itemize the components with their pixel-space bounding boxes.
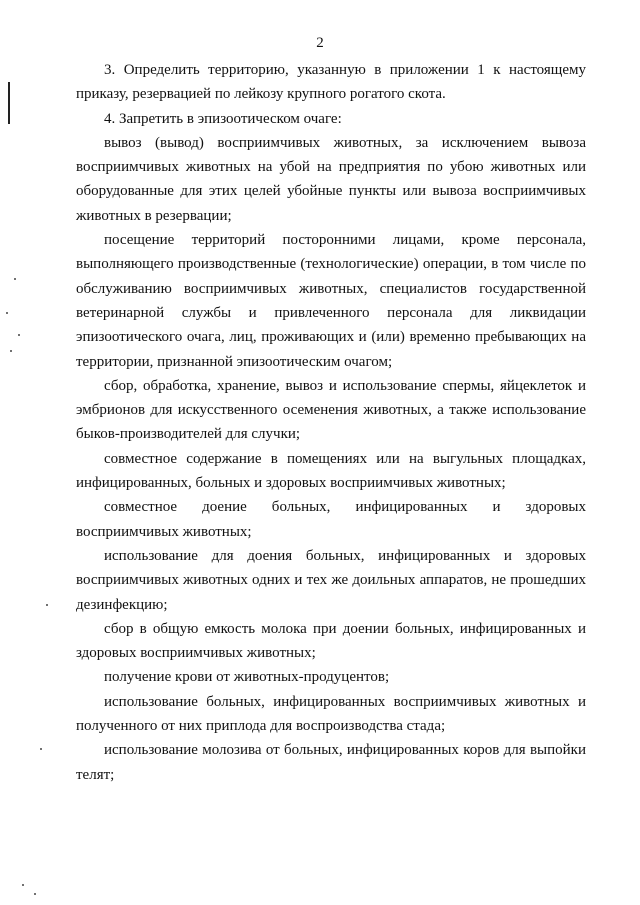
scan-artifact-line [8, 82, 10, 124]
scan-artifact-speck [40, 748, 42, 750]
paragraph-item-4: 4. Запретить в эпизоотическом очаге: [104, 110, 342, 127]
scan-artifact-speck [10, 350, 12, 352]
scan-artifact-speck [46, 604, 48, 606]
paragraph-item-3: 3. Определить территорию, указанную в приложении 1 к настоящему приказу, резервацией по лейкозу крупного рогатого скота. [76, 62, 586, 103]
paragraph-ban-milking-equipment: использование для доения больных, инфицированных и здоровых восприимчивых животных одних и тех же доильных аппаратов, не прошедших дезинфекцию; [76, 547, 586, 613]
paragraph-ban-sperm: сбор, обработка, хранение, вывоз и использование спермы, яйцеклеток и эмбрионов для искусственного осеменения животных, а также использование быков-производителей для случки; [76, 377, 586, 443]
paragraph-ban-milk-collection: сбор в общую емкость молока при доении больных, инфицированных и здоровых восприимчивых животных; [76, 620, 586, 662]
page-number: 2 [316, 35, 324, 51]
paragraph-ban-reproduction: использование больных, инфицированных восприимчивых животных и полученного от них приплода для воспроизводства стада; [76, 693, 586, 735]
scan-artifact-speck [34, 893, 36, 895]
scan-artifact-speck [14, 278, 16, 280]
scan-artifact-speck [6, 312, 8, 314]
scan-artifact-speck [22, 884, 24, 886]
document-body [76, 58, 586, 787]
paragraph-ban-export: вывоз (вывод) восприимчивых животных, за исключением вывоза восприимчивых животных на убой на предприятия по убою животных или оборудованные для этих целей убойные пункты или вывоза восприимчивых животных в резервации; [76, 134, 586, 224]
paragraph-ban-joint-milking: совместное доение больных, инфицированных и здоровых восприимчивых животных; [76, 499, 586, 540]
scan-artifact-speck [18, 334, 20, 336]
paragraph-ban-joint-keeping: совместное содержание в помещениях или на выгульных площадках, инфицированных, больных и здоровых восприимчивых животных; [76, 450, 586, 492]
paragraph-ban-blood: получение крови от животных-продуцентов; [104, 669, 390, 686]
paragraph-ban-colostrum: использование молозива от больных, инфицированных коров для выпойки телят; [76, 742, 586, 783]
paragraph-ban-visits: посещение территорий посторонними лицами, кроме персонала, выполняющего производственные (технологические) операции, в том числе по обслуживанию восприимчивых животных, специалистов государственной ветеринарной службы и привлеченного персонала для ликвидации эпизоотического очага, лиц, проживающих и (или) временно пребывающих на территории, признанной эпизоотическим очагом; [76, 232, 586, 370]
